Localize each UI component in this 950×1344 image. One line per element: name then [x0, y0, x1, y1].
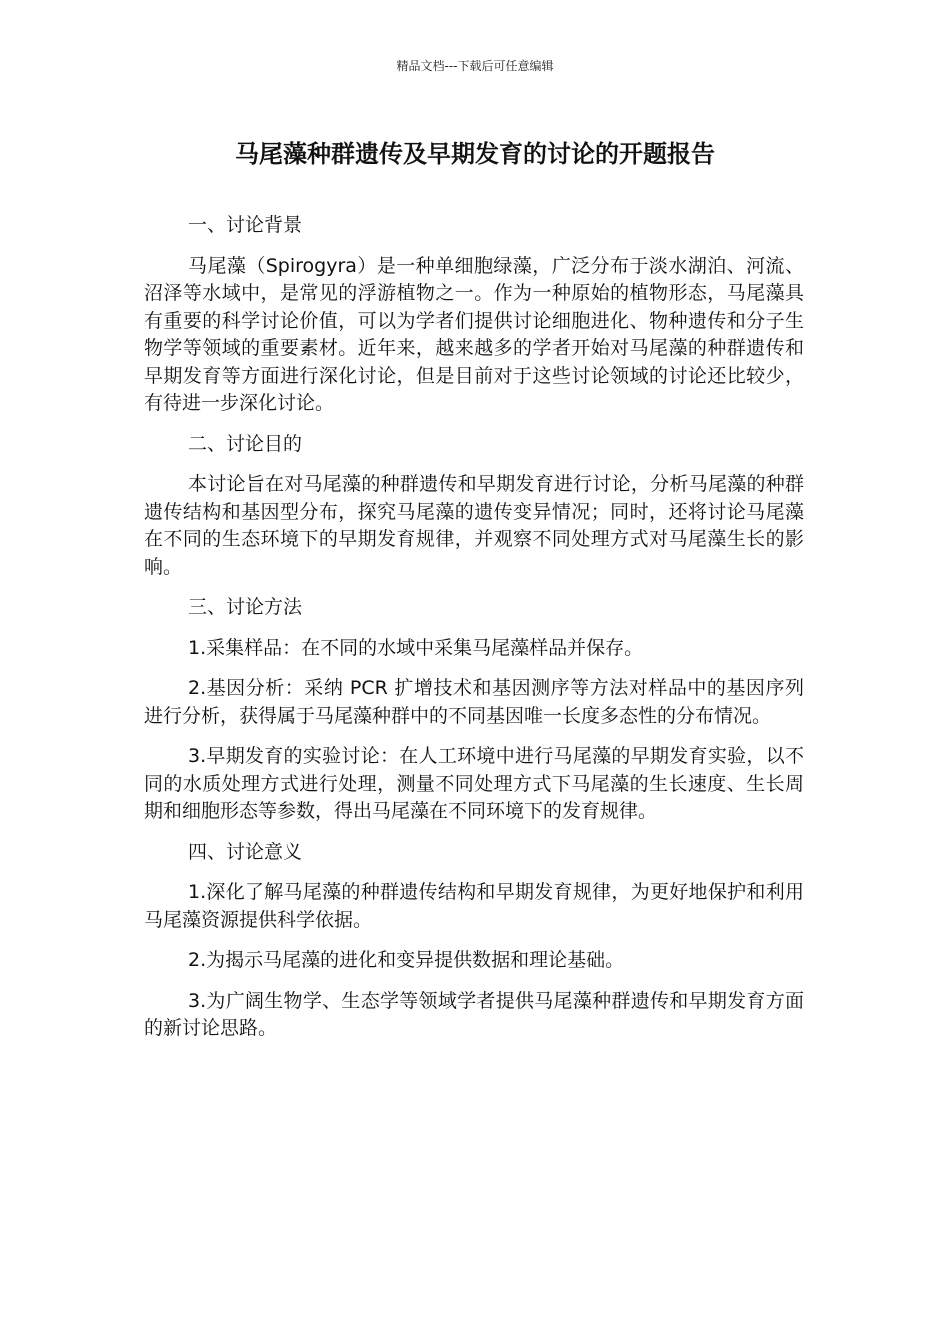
section-heading-significance: 四、讨论意义 — [188, 840, 303, 863]
paragraph-method-development: 3.早期发育的实验讨论：在人工环境中进行马尾藻的早期发育实验，以不同的水质处理方式进行处理，测量不同处理方式下马尾藻的生长速度、生长周期和细胞形态等参数，得出马尾藻在不同环境下的发育规律。 — [144, 745, 804, 822]
paragraph-method-sampling: 1.采集样品：在不同的水域中采集马尾藻样品并保存。 — [188, 636, 644, 659]
header-note: 精品文档---下载后可任意编辑 — [396, 59, 554, 73]
paragraph-significance-1: 1.深化了解马尾藻的种群遗传结构和早期发育规律，为更好地保护和利用马尾藻资源提供科学依据。 — [144, 881, 804, 931]
document-body — [144, 212, 804, 1056]
section-heading-background: 一、讨论背景 — [188, 214, 303, 236]
paragraph-purpose: 本讨论旨在对马尾藻的种群遗传和早期发育进行讨论，分析马尾藻的种群遗传结构和基因型分布，探究马尾藻的遗传变异情况；同时，还将讨论马尾藻在不同的生态环境下的早期发育规律，并观察不同处理方式对马尾藻生长的影响。 — [144, 473, 804, 578]
section-heading-purpose: 二、讨论目的 — [188, 432, 303, 455]
paragraph-background: 马尾藻（Spirogyra）是一种单细胞绿藻，广泛分布于淡水湖泊、河流、沼泽等水域中，是常见的浮游植物之一。作为一种原始的植物形态，马尾藻具有重要的科学讨论价值，可以为学者们提供讨论细胞进化、物种遗传和分子生物学等领域的重要素材。近年来，越来越多的学者开始对马尾藻的种群遗传和早期发育等方面进行深化讨论，但是目前对于这些讨论领域的讨论还比较少，有待进一步深化讨论。 — [144, 254, 804, 414]
paragraph-method-gene-analysis: 2.基因分析：采纳 PCR 扩增技术和基因测序等方法对样品中的基因序列进行分析，获得属于马尾藻种群中的不同基因唯一长度多态性的分布情况。 — [144, 677, 804, 727]
paragraph-significance-2: 2.为揭示马尾藻的进化和变异提供数据和理论基础。 — [188, 949, 625, 971]
paragraph-significance-3: 3.为广阔生物学、生态学等领域学者提供马尾藻种群遗传和早期发育方面的新讨论思路。 — [144, 989, 804, 1039]
section-heading-methods: 三、讨论方法 — [188, 596, 303, 618]
document-title: 马尾藻种群遗传及早期发育的讨论的开题报告 — [235, 140, 715, 168]
